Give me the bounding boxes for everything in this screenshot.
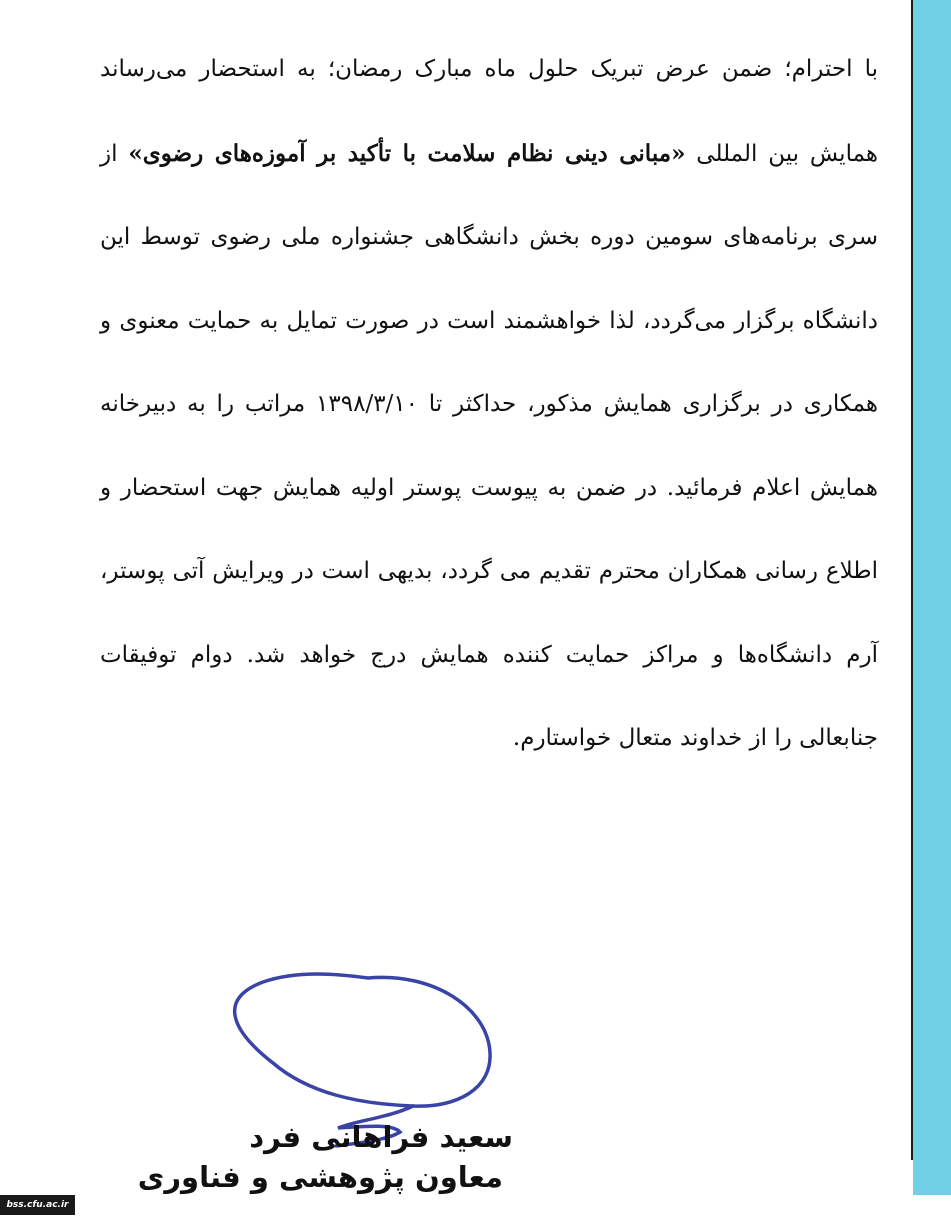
side-color-stripe xyxy=(913,0,951,1195)
event-title: «مبانی دینی نظام سلامت با تأکید بر آموزه‌های رضوی» xyxy=(128,139,686,167)
signer-name: سعید فراهانی فرد xyxy=(249,1120,513,1154)
letter-opening: با احترام؛ ضمن عرض تبریک حلول ماه مبارک رمضان؛ به استحضار می‌رساند همایش بین المللی xyxy=(100,56,879,167)
side-border-line xyxy=(911,0,913,1160)
letter-paragraph xyxy=(100,28,878,781)
letter-body xyxy=(100,28,878,781)
signer-block xyxy=(137,1117,513,1197)
letter-body-text: از سری برنامه‌های سومین دوره بخش دانشگاهی جشنواره ملی رضوی توسط این دانشگاه برگزار می‌گردد، لذا خواهشمند است در صورت تمایل به حمایت معنوی و همکاری در برگزاری همایش مذکور، حداکثر تا ۱۳۹۸/۳/۱۰ مراتب را به دبیرخانه همایش اعلام فرمائید. در ضمن به پیوست پوستر اولیه همایش جهت استحضار و اطلاع رسانی همکاران محترم تقدیم می گردد، بدیهی است در ویرایش آتی پوستر، آرم دانشگاه‌ها و مراکز حمایت کننده همایش درج خواهد شد. دوام توفیقات جنابعالی را از خداوند متعال خواستارم. xyxy=(100,140,878,751)
site-badge: bss.cfu.ac.ir xyxy=(0,1195,75,1215)
signer-title: معاون پژوهشی و فناوری xyxy=(137,1160,503,1194)
